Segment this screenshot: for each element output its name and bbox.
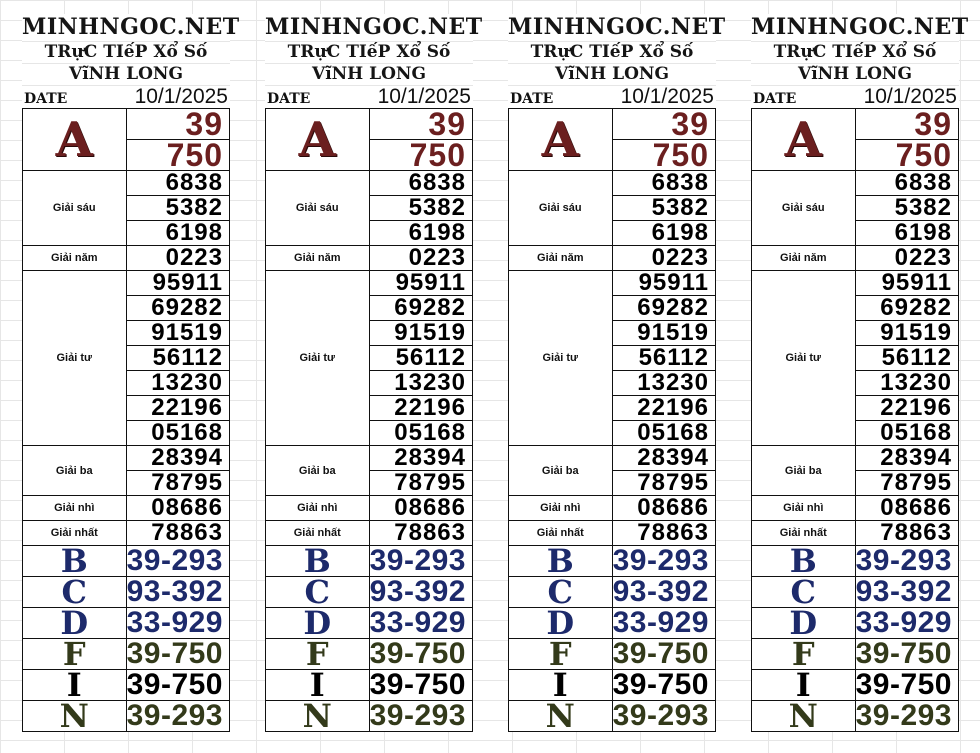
code-letter: B bbox=[509, 546, 613, 577]
table-row bbox=[509, 496, 716, 521]
prize-label: Giải nhất bbox=[23, 521, 127, 546]
prize-number: 6838 bbox=[612, 171, 716, 196]
table-row bbox=[752, 171, 959, 196]
table-row bbox=[23, 701, 230, 732]
prize-number: 0223 bbox=[369, 246, 473, 271]
prize-number: 78795 bbox=[612, 471, 716, 496]
table-row bbox=[752, 521, 959, 546]
prize-number: 28394 bbox=[126, 446, 230, 471]
ticket-header bbox=[508, 14, 726, 108]
table-row bbox=[752, 608, 959, 639]
ticket-column bbox=[265, 14, 483, 735]
prize-number: 05168 bbox=[612, 421, 716, 446]
prize-a-letter: A bbox=[509, 109, 613, 171]
code-value: 93-392 bbox=[855, 577, 959, 608]
prize-number: 0223 bbox=[126, 246, 230, 271]
prize-a-value: 750 bbox=[126, 140, 230, 171]
prize-number: 0223 bbox=[855, 246, 959, 271]
prize-number: 28394 bbox=[612, 446, 716, 471]
code-value: 39-293 bbox=[369, 701, 473, 732]
prize-label: Giải nhất bbox=[752, 521, 856, 546]
prize-number: 05168 bbox=[126, 421, 230, 446]
prize-a-value: 39 bbox=[855, 109, 959, 140]
prize-a-value: 750 bbox=[855, 140, 959, 171]
table-row bbox=[509, 109, 716, 140]
code-letter: C bbox=[266, 577, 370, 608]
code-value: 33-929 bbox=[126, 608, 230, 639]
prize-number: 28394 bbox=[369, 446, 473, 471]
code-letter: C bbox=[23, 577, 127, 608]
prize-number: 08686 bbox=[612, 496, 716, 521]
prize-number: 5382 bbox=[369, 196, 473, 221]
prize-number: 08686 bbox=[855, 496, 959, 521]
prize-number: 56112 bbox=[855, 346, 959, 371]
table-row bbox=[752, 271, 959, 296]
prize-a-letter: A bbox=[752, 109, 856, 171]
results-table bbox=[265, 106, 473, 735]
prize-label: Giải tư bbox=[752, 271, 856, 446]
prize-label: Giải nhất bbox=[266, 521, 370, 546]
code-letter: I bbox=[23, 670, 127, 701]
code-value: 33-929 bbox=[369, 608, 473, 639]
code-value: 39-750 bbox=[612, 670, 716, 701]
code-value: 39-750 bbox=[126, 670, 230, 701]
prize-number: 78795 bbox=[855, 471, 959, 496]
prize-label: Giải ba bbox=[266, 446, 370, 496]
prize-number: 22196 bbox=[855, 396, 959, 421]
subtitle: TRựC TIếP Xổ Số bbox=[751, 41, 959, 63]
prize-number: 95911 bbox=[855, 271, 959, 296]
code-value: 39-293 bbox=[855, 701, 959, 732]
results-table bbox=[751, 106, 959, 735]
prize-a-letter: A bbox=[23, 109, 127, 171]
results-table bbox=[22, 106, 230, 735]
code-letter: B bbox=[23, 546, 127, 577]
table-row bbox=[266, 521, 473, 546]
code-value: 93-392 bbox=[369, 577, 473, 608]
table-row bbox=[266, 546, 473, 577]
prize-number: 78863 bbox=[855, 521, 959, 546]
prize-label: Giải năm bbox=[23, 246, 127, 271]
prize-number: 78863 bbox=[126, 521, 230, 546]
date-label: DATE bbox=[24, 91, 68, 107]
prize-number: 69282 bbox=[612, 296, 716, 321]
code-value: 93-392 bbox=[612, 577, 716, 608]
prize-label: Giải năm bbox=[752, 246, 856, 271]
table-row bbox=[23, 608, 230, 639]
prize-a-value: 750 bbox=[612, 140, 716, 171]
code-value: 39-750 bbox=[612, 639, 716, 670]
site-name: MINHNGOC.NET bbox=[22, 14, 240, 40]
table-row bbox=[509, 246, 716, 271]
prize-number: 95911 bbox=[126, 271, 230, 296]
prize-number: 78863 bbox=[369, 521, 473, 546]
prize-a-value: 750 bbox=[369, 140, 473, 171]
province-name: VĩNH LONG bbox=[751, 63, 959, 85]
site-name: MINHNGOC.NET bbox=[751, 14, 969, 40]
code-value: 39-750 bbox=[369, 670, 473, 701]
prize-number: 6838 bbox=[369, 171, 473, 196]
date-row bbox=[508, 85, 716, 108]
code-letter: F bbox=[23, 639, 127, 670]
ticket-column bbox=[508, 14, 726, 735]
prize-label: Giải năm bbox=[509, 246, 613, 271]
prize-number: 56112 bbox=[612, 346, 716, 371]
ticket-column bbox=[22, 14, 240, 735]
prize-number: 95911 bbox=[369, 271, 473, 296]
ticket-header bbox=[751, 14, 969, 108]
code-value: 39-293 bbox=[369, 546, 473, 577]
code-letter: B bbox=[752, 546, 856, 577]
prize-number: 6198 bbox=[126, 221, 230, 246]
date-label: DATE bbox=[510, 91, 554, 107]
prize-label: Giải sáu bbox=[752, 171, 856, 246]
code-value: 39-293 bbox=[126, 546, 230, 577]
prize-number: 0223 bbox=[612, 246, 716, 271]
code-letter: N bbox=[509, 701, 613, 732]
province-name: VĩNH LONG bbox=[22, 63, 230, 85]
prize-number: 69282 bbox=[855, 296, 959, 321]
results-table bbox=[508, 106, 716, 735]
prize-number: 91519 bbox=[612, 321, 716, 346]
code-letter: D bbox=[752, 608, 856, 639]
prize-number: 6198 bbox=[369, 221, 473, 246]
table-row bbox=[23, 496, 230, 521]
code-letter: D bbox=[23, 608, 127, 639]
prize-number: 6198 bbox=[612, 221, 716, 246]
prize-number: 13230 bbox=[369, 371, 473, 396]
table-row bbox=[509, 546, 716, 577]
date-value: 10/1/2025 bbox=[134, 85, 228, 108]
table-row bbox=[23, 171, 230, 196]
table-row bbox=[23, 546, 230, 577]
prize-number: 6838 bbox=[855, 171, 959, 196]
code-value: 39-750 bbox=[369, 639, 473, 670]
table-row bbox=[509, 701, 716, 732]
table-row bbox=[23, 670, 230, 701]
subtitle: TRựC TIếP Xổ Số bbox=[265, 41, 473, 63]
table-row bbox=[752, 109, 959, 140]
prize-number: 78795 bbox=[369, 471, 473, 496]
code-value: 39-750 bbox=[855, 639, 959, 670]
prize-number: 22196 bbox=[369, 396, 473, 421]
code-letter: C bbox=[752, 577, 856, 608]
prize-number: 6838 bbox=[126, 171, 230, 196]
table-row bbox=[509, 639, 716, 670]
table-row bbox=[752, 639, 959, 670]
table-row bbox=[752, 246, 959, 271]
table-row bbox=[23, 446, 230, 471]
code-value: 33-929 bbox=[612, 608, 716, 639]
subtitle: TRựC TIếP Xổ Số bbox=[508, 41, 716, 63]
prize-a-value: 39 bbox=[369, 109, 473, 140]
date-row bbox=[751, 85, 959, 108]
prize-number: 78863 bbox=[612, 521, 716, 546]
code-letter: B bbox=[266, 546, 370, 577]
code-letter: F bbox=[509, 639, 613, 670]
table-row bbox=[266, 639, 473, 670]
site-name: MINHNGOC.NET bbox=[265, 14, 483, 40]
table-row bbox=[266, 271, 473, 296]
code-value: 93-392 bbox=[126, 577, 230, 608]
site-name: MINHNGOC.NET bbox=[508, 14, 726, 40]
code-letter: N bbox=[23, 701, 127, 732]
table-row bbox=[23, 577, 230, 608]
table-row bbox=[509, 171, 716, 196]
table-row bbox=[266, 670, 473, 701]
table-row bbox=[266, 496, 473, 521]
prize-number: 08686 bbox=[369, 496, 473, 521]
prize-a-value: 39 bbox=[126, 109, 230, 140]
prize-number: 05168 bbox=[855, 421, 959, 446]
table-row bbox=[509, 446, 716, 471]
prize-number: 13230 bbox=[126, 371, 230, 396]
table-row bbox=[266, 608, 473, 639]
prize-label: Giải ba bbox=[509, 446, 613, 496]
date-value: 10/1/2025 bbox=[863, 85, 957, 108]
table-row bbox=[509, 521, 716, 546]
code-letter: D bbox=[266, 608, 370, 639]
table-row bbox=[266, 577, 473, 608]
prize-number: 56112 bbox=[369, 346, 473, 371]
code-letter: N bbox=[266, 701, 370, 732]
prize-label: Giải nhì bbox=[266, 496, 370, 521]
date-value: 10/1/2025 bbox=[377, 85, 471, 108]
table-row bbox=[23, 246, 230, 271]
prize-label: Giải nhất bbox=[509, 521, 613, 546]
prize-label: Giải năm bbox=[266, 246, 370, 271]
prize-number: 28394 bbox=[855, 446, 959, 471]
date-label: DATE bbox=[753, 91, 797, 107]
prize-label: Giải sáu bbox=[23, 171, 127, 246]
prize-number: 95911 bbox=[612, 271, 716, 296]
prize-label: Giải tư bbox=[266, 271, 370, 446]
province-name: VĩNH LONG bbox=[265, 63, 473, 85]
table-row bbox=[266, 446, 473, 471]
prize-number: 13230 bbox=[612, 371, 716, 396]
prize-number: 13230 bbox=[855, 371, 959, 396]
prize-number: 08686 bbox=[126, 496, 230, 521]
code-letter: C bbox=[509, 577, 613, 608]
table-row bbox=[509, 577, 716, 608]
prize-number: 5382 bbox=[855, 196, 959, 221]
prize-label: Giải tư bbox=[23, 271, 127, 446]
prize-label: Giải nhì bbox=[509, 496, 613, 521]
code-value: 39-293 bbox=[612, 546, 716, 577]
table-row bbox=[23, 271, 230, 296]
table-row bbox=[266, 109, 473, 140]
prize-number: 91519 bbox=[855, 321, 959, 346]
table-row bbox=[266, 171, 473, 196]
date-row bbox=[265, 85, 473, 108]
table-row bbox=[23, 109, 230, 140]
code-letter: I bbox=[266, 670, 370, 701]
ticket-header bbox=[22, 14, 240, 108]
table-row bbox=[752, 496, 959, 521]
code-letter: N bbox=[752, 701, 856, 732]
prize-label: Giải sáu bbox=[509, 171, 613, 246]
table-row bbox=[752, 446, 959, 471]
prize-number: 78795 bbox=[126, 471, 230, 496]
prize-label: Giải ba bbox=[23, 446, 127, 496]
code-value: 33-929 bbox=[855, 608, 959, 639]
code-letter: F bbox=[266, 639, 370, 670]
prize-number: 6198 bbox=[855, 221, 959, 246]
table-row bbox=[266, 701, 473, 732]
code-value: 39-293 bbox=[126, 701, 230, 732]
prize-label: Giải nhì bbox=[23, 496, 127, 521]
code-value: 39-293 bbox=[855, 546, 959, 577]
prize-label: Giải nhì bbox=[752, 496, 856, 521]
prize-number: 91519 bbox=[369, 321, 473, 346]
subtitle: TRựC TIếP Xổ Số bbox=[22, 41, 230, 63]
prize-label: Giải ba bbox=[752, 446, 856, 496]
prize-number: 5382 bbox=[612, 196, 716, 221]
table-row bbox=[509, 271, 716, 296]
prize-number: 22196 bbox=[612, 396, 716, 421]
table-row bbox=[266, 246, 473, 271]
code-letter: D bbox=[509, 608, 613, 639]
code-letter: F bbox=[752, 639, 856, 670]
ticket-header bbox=[265, 14, 483, 108]
prize-label: Giải tư bbox=[509, 271, 613, 446]
table-row bbox=[509, 608, 716, 639]
code-value: 39-750 bbox=[126, 639, 230, 670]
code-value: 39-750 bbox=[855, 670, 959, 701]
prize-number: 5382 bbox=[126, 196, 230, 221]
province-name: VĩNH LONG bbox=[508, 63, 716, 85]
date-label: DATE bbox=[267, 91, 311, 107]
ticket-column bbox=[751, 14, 969, 735]
prize-a-value: 39 bbox=[612, 109, 716, 140]
prize-number: 91519 bbox=[126, 321, 230, 346]
prize-number: 22196 bbox=[126, 396, 230, 421]
table-row bbox=[752, 701, 959, 732]
prize-a-letter: A bbox=[266, 109, 370, 171]
prize-number: 05168 bbox=[369, 421, 473, 446]
prize-label: Giải sáu bbox=[266, 171, 370, 246]
prize-number: 56112 bbox=[126, 346, 230, 371]
table-row bbox=[23, 639, 230, 670]
table-row bbox=[23, 521, 230, 546]
date-value: 10/1/2025 bbox=[620, 85, 714, 108]
table-row bbox=[752, 577, 959, 608]
table-row bbox=[752, 670, 959, 701]
date-row bbox=[22, 85, 230, 108]
prize-number: 69282 bbox=[369, 296, 473, 321]
prize-number: 69282 bbox=[126, 296, 230, 321]
code-letter: I bbox=[509, 670, 613, 701]
table-row bbox=[752, 546, 959, 577]
code-value: 39-293 bbox=[612, 701, 716, 732]
table-row bbox=[509, 670, 716, 701]
code-letter: I bbox=[752, 670, 856, 701]
